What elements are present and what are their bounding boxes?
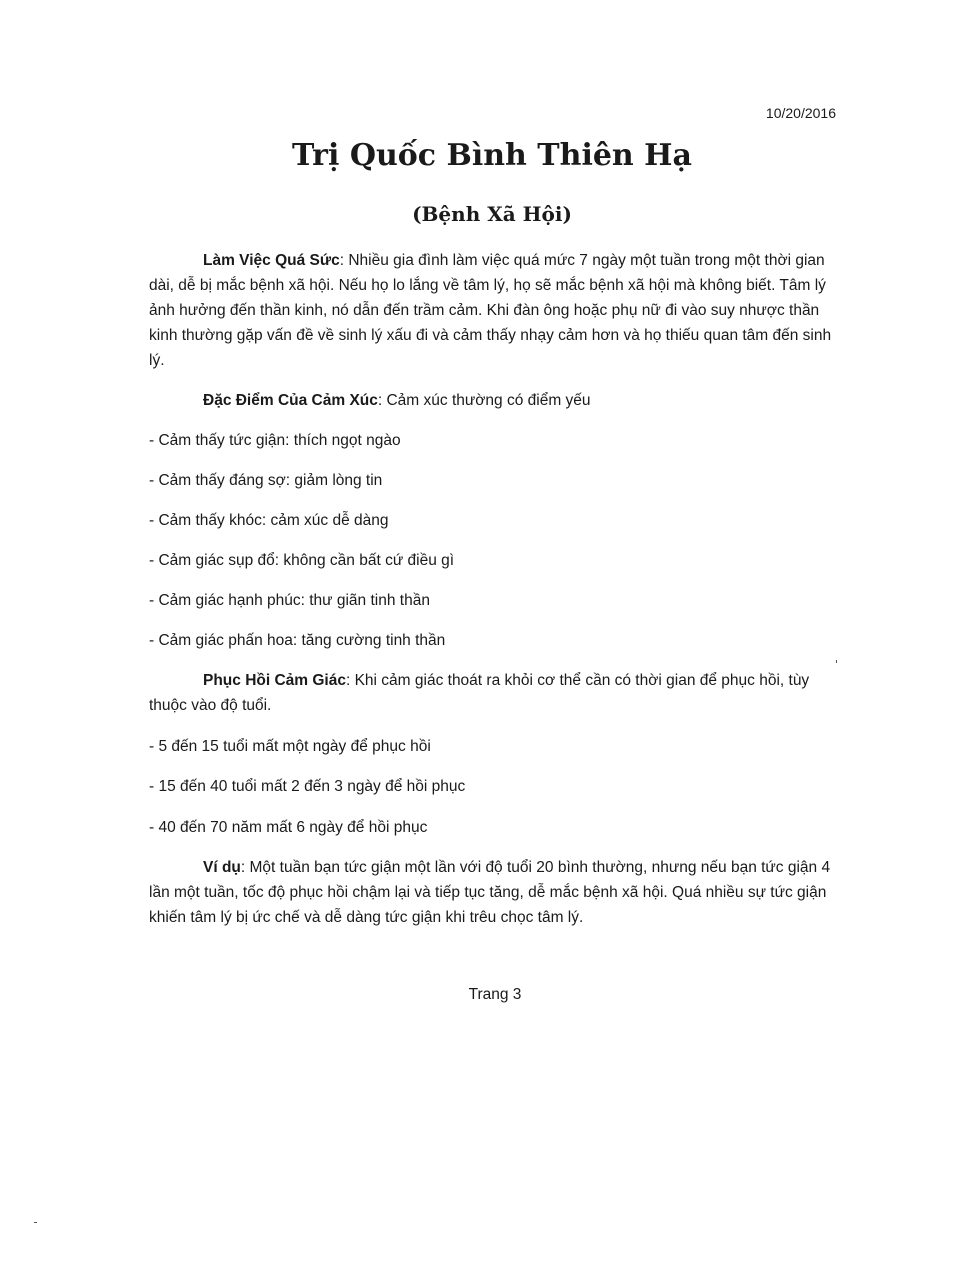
example-text: : Một tuần bạn tức giận một lần với độ tuổi 20 bình thường, nhưng nếu bạn tức giận 4 lần một tuần, tốc độ phục hồi chậm lại và tiếp tục tăng, dễ mắc bệnh xã hội. Quá nhiều sự tức giận khiến tâm lý bị ức chế và dễ dàng tức giận khi trêu chọc tâm lý.: [149, 859, 831, 926]
overwork-heading: Làm Việc Quá Sức: [203, 252, 340, 269]
list-item: - 40 đến 70 năm mất 6 ngày để hồi phục: [149, 819, 428, 836]
scan-speck: [34, 1222, 37, 1223]
example-heading: Ví dụ: [203, 859, 241, 876]
document-title: Trị Quốc Bình Thiên Hạ: [292, 138, 692, 173]
emotions-paragraph: [149, 388, 841, 413]
list-item: - 15 đến 40 tuổi mất 2 đến 3 ngày để hồi phục: [149, 778, 466, 795]
list-item: - Cảm giác hạnh phúc: thư giãn tinh thần: [149, 592, 430, 609]
page-number: Trang 3: [468, 986, 522, 1003]
emotions-heading: Đặc Điểm Của Cảm Xúc: [203, 392, 378, 409]
list-item: - Cảm thấy đáng sợ: giảm lòng tin: [149, 472, 383, 489]
document-subtitle: (Bệnh Xã Hội): [412, 202, 572, 226]
overwork-text: : Nhiều gia đình làm việc quá mức 7 ngày một tuần trong một thời gian dài, dễ bị mắc bệnh xã hội. Nếu họ lo lắng về tâm lý, họ sẽ mắc bệnh xã hội mà không biết. Tâm lý ảnh hưởng đến thần kinh, nó dẫn đến trầm cảm. Khi đàn ông hoặc phụ nữ đi vào suy nhược thần kinh thường gặp vấn đề về sinh lý xấu đi và cảm thấy nhạy cảm hơn và họ thiếu quan tâm đến sinh lý.: [149, 252, 832, 369]
list-item: - Cảm giác phấn hoa: tăng cường tinh thần: [149, 632, 446, 649]
scan-speck: [836, 660, 837, 663]
emotions-text: : Cảm xúc thường có điểm yếu: [377, 392, 591, 409]
list-item: - Cảm giác sụp đổ: không cần bất cứ điều gì: [149, 552, 455, 569]
list-item: - Cảm thấy khóc: cảm xúc dễ dàng: [149, 512, 389, 529]
list-item: - 5 đến 15 tuổi mất một ngày để phục hồi: [149, 738, 431, 755]
overwork-paragraph: [149, 248, 841, 373]
recovery-paragraph: [149, 668, 841, 718]
recovery-heading: Phục Hồi Cảm Giác: [203, 672, 346, 689]
example-paragraph: [149, 855, 841, 930]
list-item: - Cảm thấy tức giận: thích ngọt ngào: [149, 432, 401, 449]
recovery-text: : Khi cảm giác thoát ra khỏi cơ thể cần có thời gian để phục hồi, tùy thuộc vào độ tuổi.: [149, 672, 810, 714]
document-date: 10/20/2016: [765, 105, 836, 121]
